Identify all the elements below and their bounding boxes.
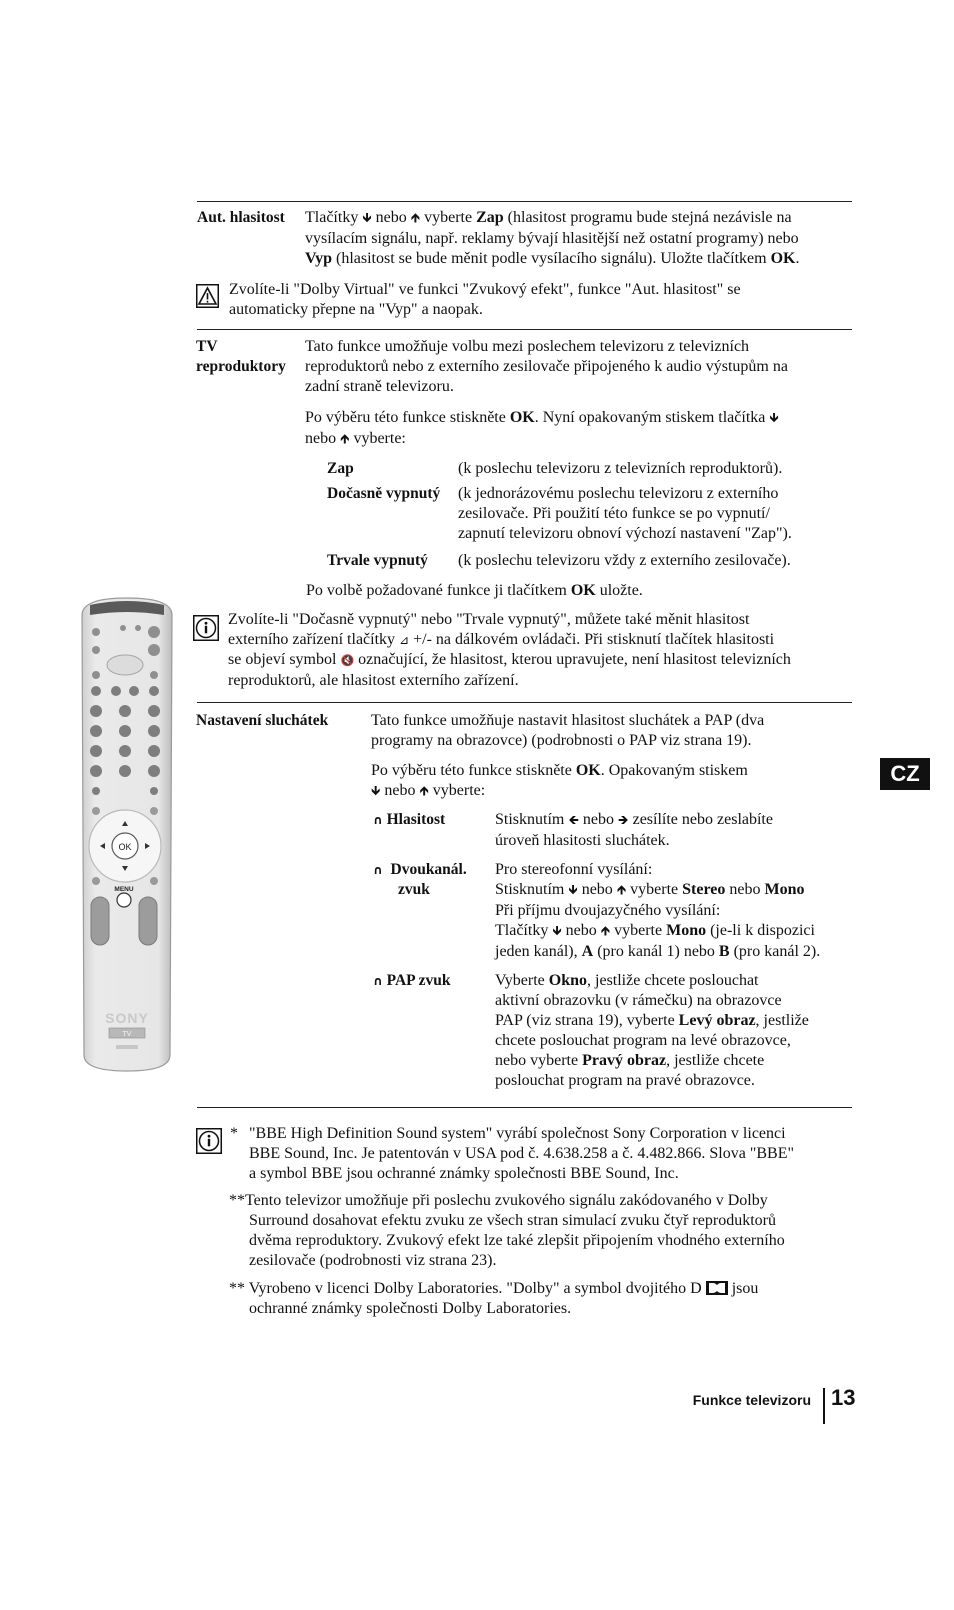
dolby-double-d-icon [706, 1281, 728, 1295]
option-dvoukanal-desc: Pro stereofonní vysílání: Stisknutím 🡻 nebo 🡹 vyberte Stereo nebo Mono Při příjmu dvoujazyčného vysílání: Tlačítky 🡻 nebo 🡹 vyberte Mono (je-li k dispozici jeden kanál), A (pro kanál 1) nebo B (pro kanál 2). [495, 861, 821, 960]
footer-section: Funkce televizoru [692, 1392, 811, 1408]
option-name: Dočasně vypnutý [327, 485, 441, 502]
option-desc: (k poslechu televizoru z televizních reproduktorů). [458, 460, 783, 477]
option-desc: (k poslechu televizoru vždy z externího zesilovače). [458, 552, 791, 569]
info-note-text: Zvolíte-li "Dočasně vypnutý" nebo "Trvale vypnutý", můžete také měnit hlasitost externího zařízení tlačítky ⊿ +/- na dálkovém ovládači. Při stisknutí tlačítek hlasitosti se objeví symbol 🔇 označující, že hlasitost, kterou upravujete, není hlasitost televizních reproduktorů, ale hlasitost externího zařízení. [228, 611, 791, 689]
option-hlasitost: ∩ Hlasitost [373, 811, 446, 828]
language-tab: CZ [880, 758, 930, 790]
nastaveni-sluchatek-instruction: Po výběru této funkce stiskněte OK. Opakovaným stiskem 🡻 nebo 🡹 vyberte: [371, 762, 748, 799]
term-nastaveni-sluchatek: Nastavení sluchátek [196, 712, 329, 729]
arrow-right-icon: 🡺 [618, 813, 629, 828]
headphones-icon: ∩ [373, 974, 383, 988]
remote-ok-label: OK [118, 842, 132, 852]
option-pap-zvuk: ∩ PAP zvuk [373, 972, 451, 989]
option-dvoukanal: ∩ Dvoukanál. zvuk [373, 861, 467, 898]
section-rule [197, 201, 852, 202]
info-icon [196, 1128, 222, 1154]
headphones-icon: ∩ [373, 813, 383, 827]
section-rule [197, 329, 852, 330]
arrow-down-icon: 🡻 [371, 784, 381, 799]
footer-divider [823, 1388, 825, 1424]
remote-control-illustration [78, 595, 176, 1075]
arrow-down-icon: 🡻 [552, 924, 562, 939]
section-rule [197, 702, 852, 703]
term-tv-reproduktory: TV reproduktory [196, 338, 286, 375]
footnote-dolby-lab: ** Vyrobeno v licenci Dolby Laboratories. "Dolby" a symbol dvojitého D jsou ochranné známky společnosti Dolby Laboratories. [229, 1280, 759, 1317]
aut-hlasitost-text: Tlačítky 🡻 nebo 🡹 vyberte Zap (hlasitost programu bude stejná nezávisle na vysílacím signálu, např. reklamy bývají hlasitější než ostatní programy) nebo Vyp (hlasitost se bude měnit podle vysílacího signálu). Uložte tlačítkem OK. [305, 209, 800, 267]
tv-reproduktory-instruction: Po výběru této funkce stiskněte OK. Nyní opakovaným stiskem tlačítka 🡻 nebo 🡹 vyberte: [305, 409, 779, 447]
arrow-up-icon: 🡹 [410, 211, 421, 226]
footnote-bbe: "BBE High Definition Sound system" vyrábí společnost Sony Corporation v licenci BBE Sound, Inc. Je patentován v USA pod č. 4.638.258 a č. 4.482.866. Slova "BBE" a symbol BBE jsou ochranné známky společnosti BBE Sound, Inc. [249, 1125, 795, 1182]
arrow-down-icon: 🡻 [568, 883, 578, 898]
arrow-up-icon: 🡹 [340, 432, 350, 447]
arrow-left-icon: 🡸 [568, 813, 579, 828]
arrow-up-icon: 🡹 [616, 883, 627, 898]
remote-brand-logo: SONY [105, 1010, 149, 1026]
arrow-down-icon: 🡻 [769, 411, 779, 426]
tv-reproduktory-save: Po volbě požadované funkce ji tlačítkem OK uložte. [306, 582, 643, 599]
volume-icon: ⊿ [399, 633, 410, 647]
option-desc: (k jednorázovému poslechu televizoru z externího zesilovače. Při použití této funkce se po vypnutí/ zapnutí televizoru obnoví výchozí nastavení "Zap"). [458, 485, 792, 542]
arrow-up-icon: 🡹 [600, 924, 611, 939]
arrow-up-icon: 🡹 [419, 784, 429, 799]
page-number: 13 [831, 1385, 856, 1410]
footnote-dolby-surround: **Tento televizor umožňuje při poslechu zvukového signálu zakódovaného v Dolby Surround dosahovat efektu zvuku ze všech stran simulací zvuku čtyř reproduktorů dvěma reproduktory. Zvukový efekt lze také zlepšit připojením vhodného externího zesilovače (podrobnosti viz strana 23). [229, 1192, 785, 1269]
section-rule [197, 1107, 852, 1108]
warning-icon [196, 284, 219, 308]
remote-menu-label: MENU [114, 886, 134, 893]
footnote-mark: * [230, 1125, 238, 1142]
info-icon [193, 615, 219, 641]
warning-note-text: Zvolíte-li "Dolby Virtual" ve funkci "Zvukový efekt", funkce "Aut. hlasitost" se automaticky přepne na "Vyp" a naopak. [229, 281, 741, 318]
remote-tv-label: TV [122, 1031, 132, 1038]
speaker-off-icon: 🔇 [340, 654, 355, 667]
tv-reproduktory-desc: Tato funkce umožňuje volbu mezi poslechem televizoru z televizních reproduktorů nebo z externího zesilovače připojeného k audio výstupům na zadní straně televizoru. [305, 338, 788, 395]
headphones-icon: ∩ [373, 863, 383, 877]
option-hlasitost-desc: Stisknutím 🡸 nebo 🡺 zesílíte nebo zeslabíte úroveň hlasitosti sluchátek. [495, 811, 773, 849]
option-pap-zvuk-desc: Vyberte Okno, jestliže chcete poslouchat aktivní obrazovku (v rámečku) na obrazovce PAP (viz strana 19), vyberte Levý obraz, jestliže chcete poslouchat program na levé obrazovce, nebo vyberte Pravý obraz, jestliže chcete poslouchat program na pravé obrazovce. [495, 972, 809, 1089]
arrow-down-icon: 🡻 [362, 211, 372, 226]
term-aut-hlasitost: Aut. hlasitost [197, 209, 285, 226]
nastaveni-sluchatek-desc: Tato funkce umožňuje nastavit hlasitost sluchátek a PAP (dva programy na obrazovce) (podrobnosti o PAP viz strana 19). [371, 712, 765, 749]
option-name: Zap [327, 460, 354, 477]
option-name: Trvale vypnutý [327, 552, 428, 569]
